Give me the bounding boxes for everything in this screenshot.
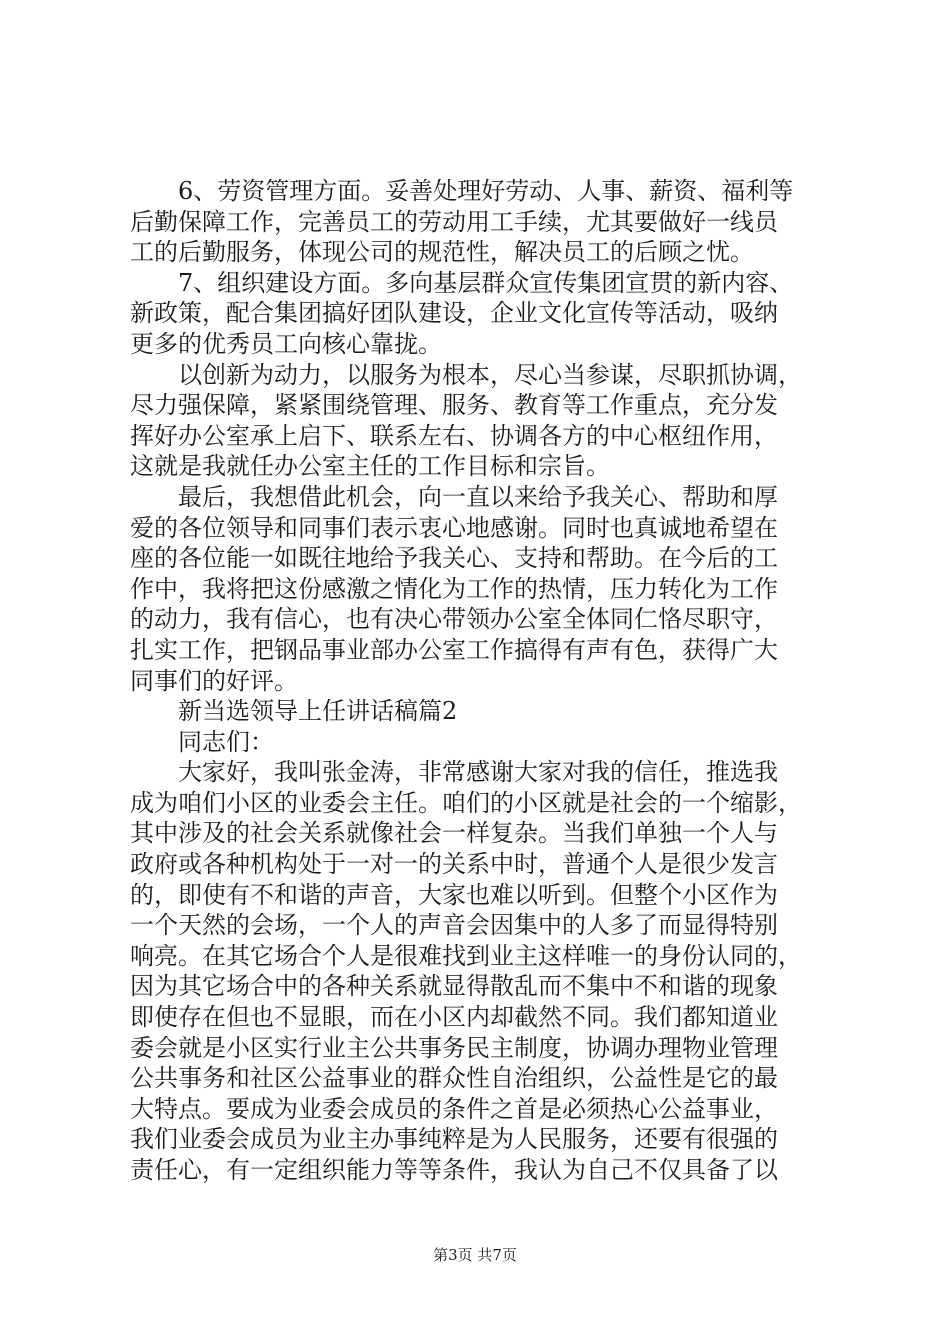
paragraph-line: 最后，我想借此机会，向一直以来给予我关心、帮助和厚 (178, 482, 778, 511)
paragraph-line: 成为咱们小区的业委会主任。咱们的小区就是社会的一个缩影， (130, 788, 802, 817)
paragraph-line: 后勤保障工作，完善员工的劳动用工手续，尤其要做好一线员 (130, 207, 778, 236)
paragraph-line: 座的各位能一如既往地给予我关心、支持和帮助。在今后的工 (130, 544, 778, 573)
paragraph-line: 一个天然的会场，一个人的声音会因集中的人多了而显得特别 (130, 911, 778, 940)
page-number-footer: 第3页 共7页 (433, 1246, 517, 1264)
paragraph-line: 即使存在但也不显眼，而在小区内却截然不同。我们都知道业 (130, 1003, 778, 1032)
paragraph-line: 的，即使有不和谐的声音，大家也难以听到。但整个小区作为 (130, 880, 778, 909)
paragraph-line: 扎实工作，把钢品事业部办公室工作搞得有声有色，获得广大 (130, 635, 778, 664)
paragraph-line: 以创新为动力，以服务为根本，尽心当参谋，尽职抓协调， (178, 360, 802, 389)
paragraph-line: 响亮。在其它场合个人是很难找到业主这样唯一的身份认同的， (130, 941, 802, 970)
paragraph-line: 作中，我将把这份感激之情化为工作的热情，压力转化为工作 (130, 574, 778, 603)
paragraph-line: 新政策，配合集团搞好团队建设，企业文化宣传等活动，吸纳 (130, 299, 778, 328)
paragraph-line: 责任心，有一定组织能力等等条件，我认为自己不仅具备了以 (130, 1156, 778, 1184)
paragraph-line: 政府或各种机构处于一对一的关系中时，普通个人是很少发言 (130, 850, 778, 879)
paragraph-line: 公共事务和社区公益事业的群众性自治组织，公益性是它的最 (130, 1064, 778, 1093)
document-body (130, 176, 820, 1186)
section-heading: 新当选领导上任讲话稿篇2 (178, 697, 458, 726)
paragraph-line: 6、劳资管理方面。妥善处理好劳动、人事、薪资、福利等 (178, 177, 794, 205)
salutation: 同志们： (178, 727, 274, 756)
paragraph-line: 同事们的好评。 (130, 666, 298, 695)
paragraph-line: 大特点。要成为业委会成员的条件之首是必须热心公益事业， (130, 1094, 778, 1123)
paragraph-line: 工的后勤服务，体现公司的规范性，解决员工的后顾之忧。 (130, 238, 754, 267)
paragraph-line: 挥好办公室承上启下、联系左右、协调各方的中心枢纽作用， (130, 421, 778, 450)
paragraph-line: 委会就是小区实行业主公共事务民主制度，协调办理物业管理 (130, 1033, 778, 1062)
paragraph-line: 更多的优秀员工向核心靠拢。 (130, 329, 442, 358)
paragraph-line: 大家好，我叫张金涛，非常感谢大家对我的信任，推选我 (178, 758, 778, 787)
paragraph-line: 其中涉及的社会关系就像社会一样复杂。当我们单独一个人与 (130, 819, 778, 848)
paragraph-line: 的动力，我有信心，也有决心带领办公室全体同仁恪尽职守， (130, 605, 778, 634)
paragraph-line: 尽力强保障，紧紧围绕管理、服务、教育等工作重点，充分发 (130, 391, 778, 420)
paragraph-line: 这就是我就任办公室主任的工作目标和宗旨。 (130, 452, 610, 481)
paragraph-line: 我们业委会成员为业主办事纯粹是为人民服务，还要有很强的 (130, 1125, 778, 1154)
paragraph-line: 爱的各位领导和同事们表示衷心地感谢。同时也真诚地希望在 (130, 513, 778, 542)
paragraph-line: 7、组织建设方面。多向基层群众宣传集团宣贯的新内容、 (178, 268, 794, 297)
paragraph-line: 因为其它场合中的各种关系就显得散乱而不集中不和谐的现象 (130, 972, 778, 1001)
